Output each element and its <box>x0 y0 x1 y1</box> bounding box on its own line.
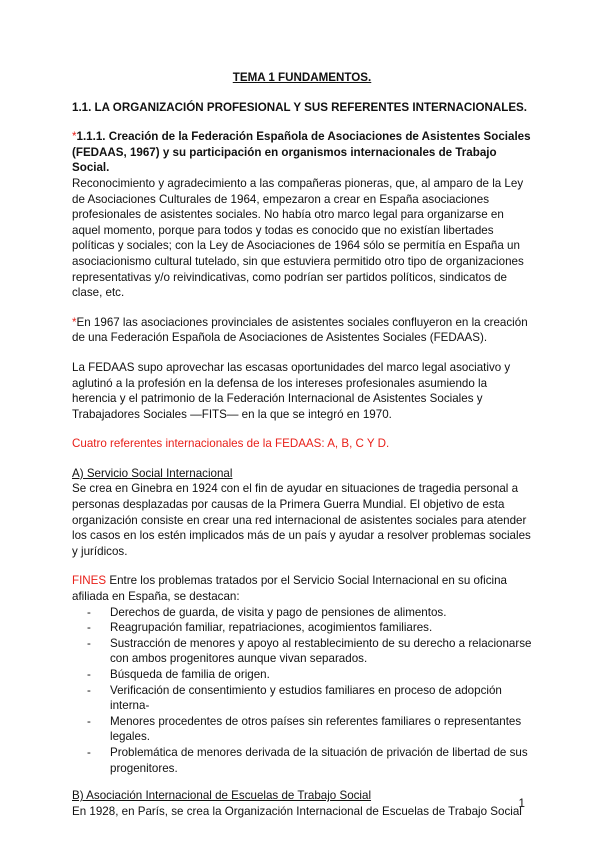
section-b-body: En 1928, en París, se crea la Organización Internacional de Escuelas de Trabajo Social <box>72 804 522 818</box>
section-a-body: Se crea en Ginebra en 1924 con el fin de ayudar en situaciones de tragedia personal a personas desplazadas por causas de la Primera Guerra Mundial. El objetivo de esta organización consiste en crear una red internacional de asistentes sociales para atender los casos en los estén implicados más de un país y ayudar a resolver problemas sociales y jurídicos. <box>72 482 531 558</box>
page-title: TEMA 1 FUNDAMENTOS. <box>232 71 372 84</box>
section-b <box>72 788 532 819</box>
fines-block <box>72 573 532 776</box>
list-item: - Verificación de consentimiento y estudios familiares en proceso de adopción interna- <box>72 683 532 714</box>
list-item: - Problemática de menores derivada de la situación de privación de libertad de sus progenitores. <box>72 745 532 776</box>
fines-intro <box>72 573 532 604</box>
subsection-body: Reconocimiento y agradecimiento a las compañeras pioneras, que, al amparo de la Ley de Asociaciones Culturales de 1964, empezaron a crear en España asociaciones profesionales de asistentes sociales. No había otro marco legal para organizarse en aquel momento, porque para todos y todas es conocido que no existían libertades políticas y sociales; con la Ley de Asociaciones de 1964 sólo se permitía en España un asociacionismo cultural tutelado, sin que estuviera permitido otro tipo de organizaciones representativas y/o reivindicativas, como podrían ser partidos políticos, sindicatos de clase, etc. <box>72 176 524 300</box>
section-b-title: B) Asociación Internacional de Escuelas de Trabajo Social <box>72 789 372 803</box>
list-item: - Menores procedentes de otros países sin referentes familiares o representantes legales. <box>72 714 532 745</box>
red-asterisk-marker: * <box>72 315 77 329</box>
red-asterisk-marker: * <box>72 130 77 144</box>
list-item: - Sustracción de menores y apoyo al restablecimiento de su derecho a relacionarse con ambos progenitores aunque vivan separados. <box>72 636 532 667</box>
paragraph-1967-text: En 1967 las asociaciones provinciales de asistentes sociales confluyeron en la creación de una Federación Española de Asociaciones de Asistentes Sociales (FEDAAS). <box>72 315 528 345</box>
list-item: - Búsqueda de familia de origen. <box>72 667 532 683</box>
paragraph-fedaas: La FEDAAS supo aprovechar las escasas oportunidades del marco legal asociativo y aglutinó a la profesión en la defensa de los intereses profesionales asumiendo la herencia y el patrimonio de la Federación Internacional de Asistentes Sociales y Trabajadores Sociales —FITS— en la que se integró en 1970. <box>72 360 511 421</box>
list-item: - Reagrupación familiar, repatriaciones, acogimientos familiares. <box>72 620 532 636</box>
subsection-block <box>72 129 532 301</box>
fines-list <box>72 605 532 777</box>
fines-label: FINES <box>72 574 107 588</box>
document-body <box>72 70 532 819</box>
section-a <box>72 466 532 560</box>
subsection-heading-text: 1.1.1. Creación de la Federación Española de Asociaciones de Asistentes Sociales (FEDAAS, 1967) y su participación en organismos internacionales de Trabajo Social. <box>72 130 531 175</box>
list-item: - Derechos de guarda, de visita y pago de pensiones de alimentos. <box>72 605 532 621</box>
section-heading: 1.1. LA ORGANIZACIÓN PROFESIONAL Y SUS REFERENTES INTERNACIONALES. <box>72 100 528 114</box>
subsection-heading <box>72 129 532 176</box>
paragraph-1967 <box>72 315 532 346</box>
fines-intro-text: Entre los problemas tratados por el Servicio Social Internacional en su oficina afiliada en España, se destacan: <box>72 574 507 604</box>
section-a-title: A) Servicio Social Internacional <box>72 466 233 480</box>
page-number: 1 <box>518 797 525 810</box>
referentes-heading: Cuatro referentes internacionales de la FEDAAS: A, B, C Y D. <box>72 437 390 451</box>
